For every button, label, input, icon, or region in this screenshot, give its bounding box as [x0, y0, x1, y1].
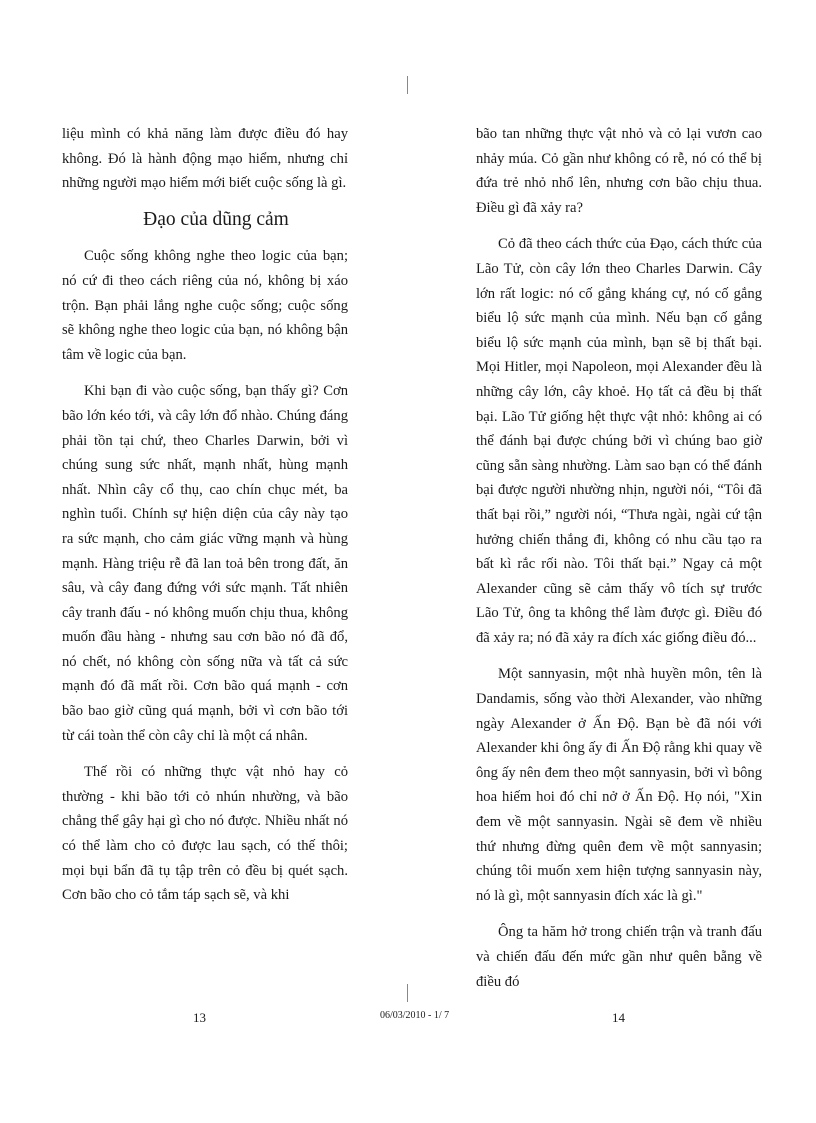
- fold-mark-top: [407, 76, 408, 94]
- right-paragraph: Cỏ đã theo cách thức của Đạo, cách thức của Lão Tử, còn cây lớn theo Charles Darwin. Cây lớn rất logic: nó cố gắng kháng cự, nó cố gắng biểu lộ sức mạnh của mình. Nếu bạn cố gắng biểu lộ sức mạnh của mình, bạn sẽ bị thất bại. Mọi Hitler, mọi Napoleon, mọi Alexander đều là những cây lớn, cây khoẻ. Họ tất cả đều bị thất bại. Lão Tử giống hệt thực vật nhỏ: không ai có thể đánh bại được chúng bởi vì chúng bao giờ cũng sẵn sàng nhường. Làm sao bạn có thể đánh bại được người nhường nhịn, người nói, “Tôi đã thất bại rồi,” người nói, “Thưa ngài, ngài cứ tận hưởng chiến thắng đi, không có nhu cầu tạo ra bất kì rắc rối nào. Tôi thất bại.” Ngay cả một Alexander cũng sẽ cảm thấy vô tích sự trước Lão Tử, ông ta không thể làm được gì. Điều đó đã xảy ra; nó đã xảy ra đích xác giống điều đó...: [476, 236, 762, 646]
- page-number-right: 14: [612, 1010, 625, 1025]
- left-paragraph: Thế rồi có những thực vật nhỏ hay cỏ thường - khi bão tới cỏ nhún nhường, và bão chẳng thể gây hại gì cho nó được. Nhiều nhất nó có thể làm cho cỏ được lau sạch, có thế thôi; mọi bụi bẩn đã tụ tập trên cỏ đều bị quét sạch. Cơn bão cho cỏ tắm táp sạch sẽ, và khi: [62, 764, 348, 904]
- left-continuation-text: liệu mình có khả năng làm được điều đó hay không. Đó là hành động mạo hiểm, nhưng chỉ những người mạo hiểm mới biết cuộc sống là gì.: [62, 126, 348, 192]
- fold-mark-bottom: [407, 984, 408, 1002]
- footer-date: 06/03/2010 - 1/ 7: [380, 1010, 450, 1021]
- left-paragraph: Cuộc sống không nghe theo logic của bạn; nó cứ đi theo cách riêng của nó, không bị xáo trộn. Bạn phải lắng nghe cuộc sống; cuộc sống sẽ không nghe theo logic của bạn, nó không bận tâm về logic của bạn.: [62, 248, 348, 363]
- section-heading: Đạo của dũng cảm: [143, 208, 289, 230]
- right-page-column: [476, 122, 762, 1006]
- left-paragraph: Khi bạn đi vào cuộc sống, bạn thấy gì? Cơn bão lớn kéo tới, và cây lớn đổ nhào. Chúng đáng phải tồn tại chứ, theo Charles Darwin, bởi vì chúng sung sức nhất, mạnh nhất, hùng mạnh nhất. Nhìn cây cổ thụ, cao chín chục mét, ba nghìn tuổi. Chính sự hiện diện của cây này tạo ra sức mạnh, cho cảm giác vững mạnh và hùng mạnh. Hàng triệu rễ đã lan toả bên trong đất, ăn sâu, và cây đang đứng với sức mạnh. Tất nhiên cây tranh đấu - nó không muốn chịu thua, không muốn đầu hàng - nhưng sau cơn bão nó đã đổ, nó chết, nó không còn sống nữa và tất cả sức mạnh đó đã mất rồi. Cơn bão quá mạnh - cơn bão bao giờ cũng quá mạnh, bởi vì cơn bão tới từ cái toàn thể còn cây chỉ là một cá nhân.: [62, 383, 348, 744]
- right-continuation-text: bão tan những thực vật nhỏ và cỏ lại vươn cao nhảy múa. Cỏ gần như không có rễ, nó có thể bị đứa trẻ nhỏ nhổ lên, nhưng cơn bão chịu thua. Điều gì đã xảy ra?: [476, 126, 762, 216]
- right-paragraph: Một sannyasin, một nhà huyền môn, tên là Dandamis, sống vào thời Alexander, vào những ngày Alexander ở Ấn Độ. Bạn bè đã nói với Alexander khi ông ấy đi Ấn Độ rằng khi quay về ông ấy nên đem theo một sannyasin, bởi vì bông hoa hiếm hoi đó chỉ nở ở Ấn Độ. Họ nói, "Xin đem về một sannyasin. Ngài sẽ đem về nhiều thứ nhưng đừng quên đem về một sannyasin; chúng tôi muốn xem hiện tượng sannyasin này, nó là gì, một sannyasin đích xác là gì.": [476, 666, 762, 904]
- left-page-column: [62, 122, 348, 920]
- page-number-left: 13: [193, 1010, 206, 1025]
- right-paragraph: Ông ta hăm hở trong chiến trận và tranh đấu và chiến đấu đến mức gần như quên bẵng về điều đó: [476, 924, 762, 990]
